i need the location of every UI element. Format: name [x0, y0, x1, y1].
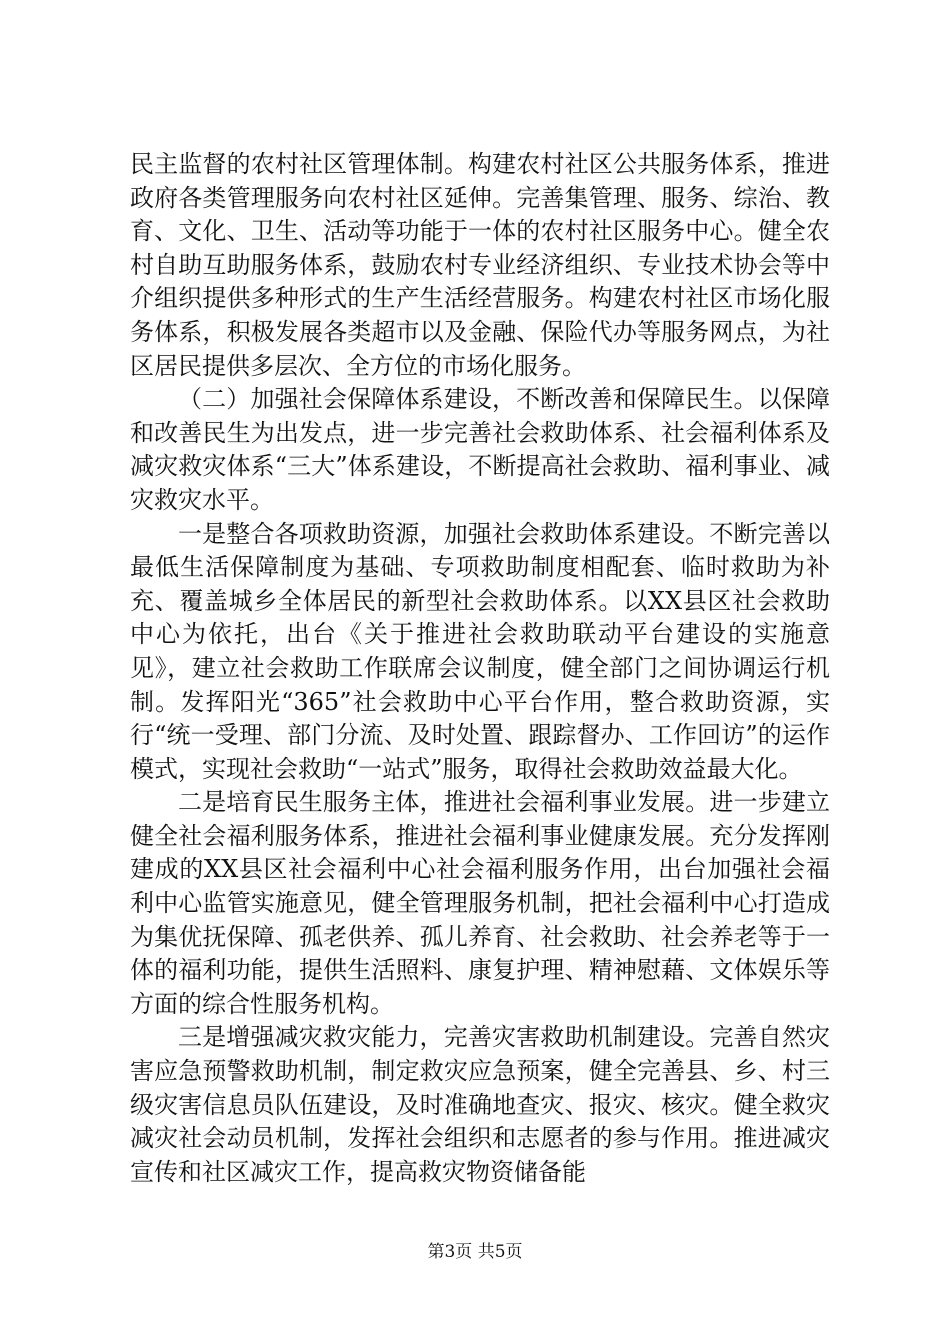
paragraph-2: （二）加强社会保障体系建设，不断改善和保障民生。以保障和改善民生为出发点，进一步完善社会救助体系、社会福利体系及减灾救灾体系“三大”体系建设，不断提高社会救助、福利事业、减灾救灾水平。 — [130, 385, 830, 514]
paragraph-4: 二是培育民生服务主体，推进社会福利事业发展。进一步建立健全社会福利服务体系，推进社会福利事业健康发展。充分发挥刚建成的XX县区社会福利中心社会福利服务作用，出台加强社会福利中心监管实施意见，健全管理服务机制，把社会福利中心打造成为集优抚保障、孤老供养、孤儿养育、社会救助、社会养老等于一体的福利功能，提供生活照料、康复护理、精神慰藉、文体娱乐等方面的综合性服务机构。 — [130, 788, 830, 1018]
paragraph-1: 民主监督的农村社区管理体制。构建农村社区公共服务体系，推进政府各类管理服务向农村社区延伸。完善集管理、服务、综治、教育、文化、卫生、活动等功能于一体的农村社区服务中心。健全农村自助互助服务体系，鼓励农村专业经济组织、专业技术协会等中介组织提供多种形式的生产生活经营服务。构建农村社区市场化服务体系，积极发展各类超市以及金融、保险代办等服务网点，为社区居民提供多层次、全方位的市场化服务。 — [130, 150, 830, 380]
page-number-footer: 第3页 共5页 — [427, 1242, 523, 1262]
document-body — [130, 148, 830, 1189]
paragraph-5: 三是增强减灾救灾能力，完善灾害救助机制建设。完善自然灾害应急预警救助机制，制定救灾应急预案，健全完善县、乡、村三级灾害信息员队伍建设，及时准确地查灾、报灾、核灾。健全救灾减灾社会动员机制，发挥社会组织和志愿者的参与作用。推进减灾宣传和社区减灾工作，提高救灾物资储备能 — [130, 1023, 830, 1186]
paragraph-3: 一是整合各项救助资源，加强社会救助体系建设。不断完善以最低生活保障制度为基础、专项救助制度相配套、临时救助为补充、覆盖城乡全体居民的新型社会救助体系。以XX县区社会救助中心为依托，出台《关于推进社会救助联动平台建设的实施意见》，建立社会救助工作联席会议制度，健全部门之间协调运行机制。发挥阳光“365”社会救助中心平台作用，整合救助资源，实行“统一受理、部门分流、及时处置、跟踪督办、工作回访”的运作模式，实现社会救助“一站式”服务，取得社会救助效益最大化。 — [130, 519, 830, 783]
